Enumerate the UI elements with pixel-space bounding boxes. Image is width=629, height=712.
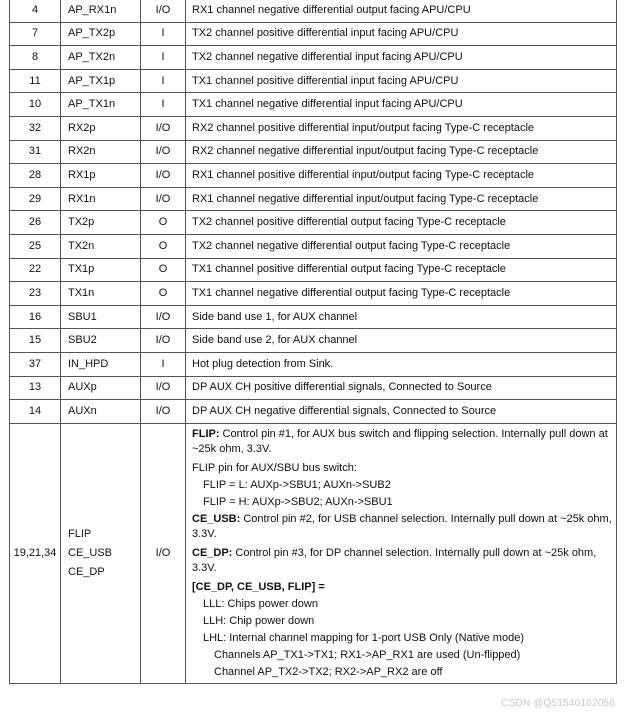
pin-description: TX1 channel negative differential input facing APU/CPU <box>186 93 617 117</box>
pin-names <box>61 423 141 683</box>
mode-lhl-off: Channel AP_TX2->TX2; RX2->AP_RX2 are off <box>214 665 443 678</box>
pin-name: TX2n <box>61 234 141 258</box>
table-row <box>10 305 617 329</box>
pin-type: I/O <box>141 329 186 353</box>
pin-description: RX2 channel positive differential input/output facing Type-C receptacle <box>186 116 617 140</box>
pin-type: I/O <box>141 116 186 140</box>
pin-type: I/O <box>141 376 186 400</box>
pin-name: TX1n <box>61 282 141 306</box>
table-row <box>10 0 617 22</box>
pin-description: RX1 channel negative differential output facing APU/CPU <box>186 0 617 22</box>
pin-number: 19,21,34 <box>10 423 61 683</box>
pin-description: RX1 channel positive differential input/output facing Type-C receptacle <box>186 164 617 188</box>
pin-type: I/O <box>141 423 186 683</box>
pin-number: 26 <box>10 211 61 235</box>
flip-text: Control pin #1, for AUX bus switch and flipping selection. Internally pull down at ~25k ohm, 3.3V. <box>192 427 608 456</box>
pin-description: TX2 channel positive differential output facing Type-C receptacle <box>186 211 617 235</box>
pin-name: AUXn <box>61 400 141 424</box>
pin-type: I <box>141 46 186 70</box>
pin-name: RX1p <box>61 164 141 188</box>
mode-lll: LLL: Chips power down <box>203 597 318 610</box>
pin-type: O <box>141 234 186 258</box>
pin-name-ce-usb: CE_USB <box>68 546 113 559</box>
pin-type: I <box>141 352 186 376</box>
pin-number: 13 <box>10 376 61 400</box>
pin-description: TX1 channel positive differential input facing APU/CPU <box>186 69 617 93</box>
pin-type: I <box>141 69 186 93</box>
pin-type: I/O <box>141 140 186 164</box>
ce-usb-label: CE_USB: <box>192 512 241 525</box>
ce-dp-label: CE_DP: <box>192 546 233 559</box>
pin-description: Side band use 1, for AUX channel <box>186 305 617 329</box>
flip-low-mapping: FLIP = L: AUXp->SBU1; AUXn->SUB2 <box>203 478 391 491</box>
pin-type: I <box>141 22 186 46</box>
pin-description: TX2 channel negative differential output facing Type-C receptacle <box>186 234 617 258</box>
pin-number: 22 <box>10 258 61 282</box>
table-row <box>10 211 617 235</box>
mode-lhl-used: Channels AP_TX1->TX1; RX1->AP_RX1 are used (Un-flipped) <box>214 648 521 661</box>
pin-description: DP AUX CH positive differential signals, Connected to Source <box>186 376 617 400</box>
flip-high-mapping: FLIP = H: AUXp->SBU2; AUXn->SBU1 <box>203 495 393 508</box>
pin-number: 16 <box>10 305 61 329</box>
pin-type: I/O <box>141 400 186 424</box>
pin-type: O <box>141 258 186 282</box>
table-row <box>10 329 617 353</box>
pin-number: 8 <box>10 46 61 70</box>
table-row <box>10 93 617 117</box>
pin-type: I/O <box>141 164 186 188</box>
pin-number: 29 <box>10 187 61 211</box>
pin-description: TX2 channel negative differential input facing APU/CPU <box>186 46 617 70</box>
pin-name: SBU1 <box>61 305 141 329</box>
pin-name: AP_TX1n <box>61 93 141 117</box>
pin-name: AP_RX1n <box>61 0 141 22</box>
pin-name: AUXp <box>61 376 141 400</box>
table-row <box>10 46 617 70</box>
pin-number: 32 <box>10 116 61 140</box>
mode-lhl: LHL: Internal channel mapping for 1-port USB Only (Native mode) <box>203 631 524 644</box>
pin-description: TX1 channel positive differential output facing Type-C receptacle <box>186 258 617 282</box>
pin-name: RX1n <box>61 187 141 211</box>
pin-name: SBU2 <box>61 329 141 353</box>
pin-number: 31 <box>10 140 61 164</box>
pin-type: I/O <box>141 0 186 22</box>
pin-name-flip: FLIP <box>68 527 92 540</box>
table-row <box>10 22 617 46</box>
flip-label: FLIP: <box>192 427 220 440</box>
ce-usb-text: Control pin #2, for USB channel selection. Internally pull down at ~25k ohm, 3.3V. <box>192 512 612 541</box>
table-row <box>10 140 617 164</box>
table-row <box>10 69 617 93</box>
control-pins-row <box>10 423 617 683</box>
pin-description: TX1 channel negative differential output facing Type-C receptacle <box>186 282 617 306</box>
flip-description <box>192 427 612 458</box>
control-description <box>186 423 617 683</box>
pin-name: TX2p <box>61 211 141 235</box>
pin-name: AP_TX2p <box>61 22 141 46</box>
pin-description: TX2 channel positive differential input facing APU/CPU <box>186 22 617 46</box>
ce-dp-description <box>192 546 612 577</box>
table-row <box>10 187 617 211</box>
pin-type: O <box>141 211 186 235</box>
pin-description: DP AUX CH negative differential signals, Connected to Source <box>186 400 617 424</box>
watermark: CSDN @Q51540102056 <box>501 698 615 709</box>
combo-heading: [CE_DP, CE_USB, FLIP] = <box>192 580 325 593</box>
pin-number: 4 <box>10 0 61 22</box>
pin-number: 37 <box>10 352 61 376</box>
pin-name: TX1p <box>61 258 141 282</box>
pin-number: 7 <box>10 22 61 46</box>
pin-type: I <box>141 93 186 117</box>
table-row <box>10 400 617 424</box>
pin-description: Side band use 2, for AUX channel <box>186 329 617 353</box>
ce-dp-text: Control pin #3, for DP channel selection. Internally pull down at ~25k ohm, 3.3V. <box>192 546 597 575</box>
mode-llh: LLH: Chip power down <box>203 614 315 627</box>
table-row <box>10 282 617 306</box>
ce-usb-description <box>192 512 612 543</box>
pin-number: 15 <box>10 329 61 353</box>
table-row <box>10 352 617 376</box>
pin-name: IN_HPD <box>61 352 141 376</box>
pin-name: AP_TX2n <box>61 46 141 70</box>
pin-number: 14 <box>10 400 61 424</box>
pin-name: RX2p <box>61 116 141 140</box>
pin-rows <box>10 0 617 423</box>
pin-description: Hot plug detection from Sink. <box>186 352 617 376</box>
pin-description-table <box>9 0 617 684</box>
pin-description: RX2 channel negative differential input/output facing Type-C receptacle <box>186 140 617 164</box>
table-row <box>10 376 617 400</box>
pin-number: 25 <box>10 234 61 258</box>
pin-number: 10 <box>10 93 61 117</box>
table-row <box>10 164 617 188</box>
pin-type: O <box>141 282 186 306</box>
pin-type: I/O <box>141 187 186 211</box>
pin-type: I/O <box>141 305 186 329</box>
table-row <box>10 258 617 282</box>
table-row <box>10 234 617 258</box>
pin-name: AP_TX1p <box>61 69 141 93</box>
pin-number: 23 <box>10 282 61 306</box>
flip-sbu-heading: FLIP pin for AUX/SBU bus switch: <box>192 461 357 474</box>
table-row <box>10 116 617 140</box>
pin-description: RX1 channel negative differential input/output facing Type-C receptacle <box>186 187 617 211</box>
pin-number: 11 <box>10 69 61 93</box>
pin-number: 28 <box>10 164 61 188</box>
pin-name-ce-dp: CE_DP <box>68 565 105 578</box>
pin-name: RX2n <box>61 140 141 164</box>
